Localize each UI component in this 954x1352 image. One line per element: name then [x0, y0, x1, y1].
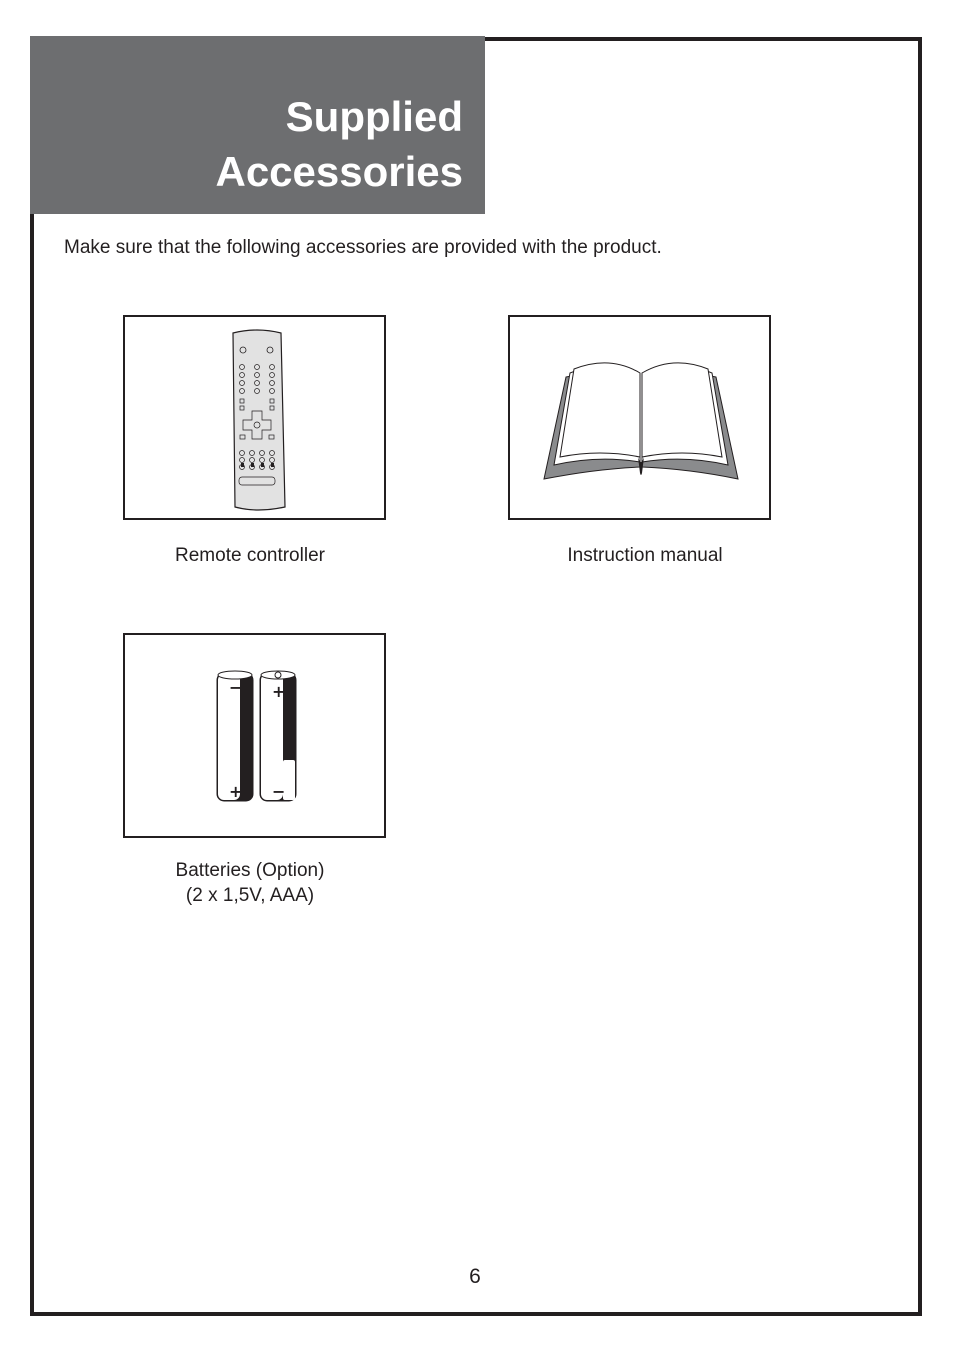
remote-control-icon — [125, 317, 388, 522]
intro-text: Make sure that the following accessories are provided with the product. — [64, 237, 662, 258]
page-title-line-2: Accessories — [215, 148, 463, 195]
battery-icon — [125, 635, 388, 840]
svg-text:−: − — [229, 678, 243, 697]
batteries-box — [123, 633, 386, 838]
page-number: 6 — [469, 1265, 481, 1288]
batteries-caption — [120, 858, 380, 908]
page-title-line-1: Supplied — [285, 93, 463, 140]
remote-controller-caption: Remote controller — [175, 545, 325, 566]
instruction-manual-box — [508, 315, 771, 520]
title-banner — [30, 36, 485, 214]
svg-text:+: + — [272, 682, 286, 701]
open-book-icon — [510, 317, 773, 522]
svg-text:+: + — [229, 782, 243, 801]
instruction-manual-caption: Instruction manual — [567, 545, 723, 566]
svg-text:−: − — [272, 782, 286, 801]
batteries-caption-line-1: Batteries (Option) — [175, 860, 325, 881]
batteries-caption-line-2: (2 x 1,5V, AAA) — [185, 885, 315, 906]
remote-controller-box — [123, 315, 386, 520]
